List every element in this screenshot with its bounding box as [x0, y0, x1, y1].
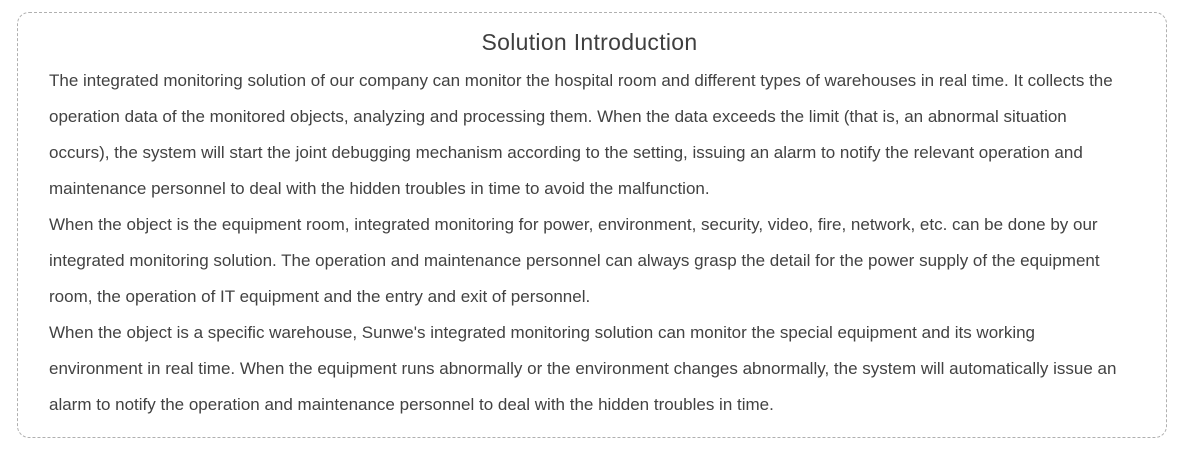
intro-paragraph-1: The integrated monitoring solution of our company can monitor the hospital room and different types of warehouses in real time. It collects the operation data of the monitored objects, analyzing and processing them. When the data exceeds the limit (that is, an abnormal situation occurs), the system will start the joint debugging mechanism according to the setting, issuing an alarm to notify the relevant operation and maintenance personnel to deal with the hidden troubles in time to avoid the malfunction. [49, 71, 1113, 198]
intro-paragraph-2: When the object is the equipment room, integrated monitoring for power, environment, security, video, fire, network, etc. can be done by our integrated monitoring solution. The operation and maintenance personnel can always grasp the detail for the power supply of the equipment room, the operation of IT equipment and the entry and exit of personnel. [49, 215, 1100, 306]
solution-introduction-panel [17, 12, 1167, 438]
intro-text-block [49, 63, 1130, 423]
page-title: Solution Introduction [481, 29, 698, 55]
intro-paragraph-3: When the object is a specific warehouse, Sunwe's integrated monitoring solution can monitor the special equipment and its working environment in real time. When the equipment runs abnormally or the environment changes abnormally, the system will automatically issue an alarm to notify the operation and maintenance personnel to deal with the hidden troubles in time. [49, 323, 1117, 414]
